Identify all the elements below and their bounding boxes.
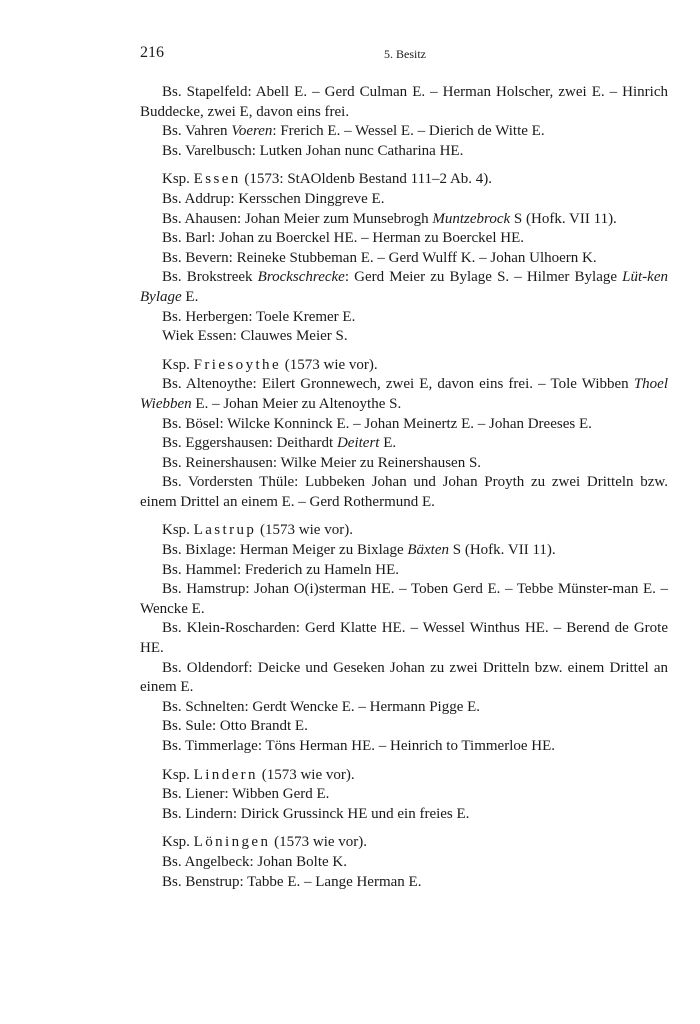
entry-paragraph [140, 619, 668, 658]
entry-paragraph [140, 805, 668, 825]
text-run: Ksp. [162, 356, 194, 373]
text-run: E. – Johan Meier zu Altenoythe S. [191, 395, 402, 412]
entry-paragraph [140, 327, 668, 347]
text-run: Ksp. [162, 834, 194, 851]
text-run: Bs. Benstrup: Tabbe E. – Lange Herman E. [162, 873, 422, 890]
parish-heading [140, 766, 668, 786]
entry-paragraph [140, 83, 668, 122]
entry-paragraph [140, 415, 668, 435]
text-run: E. [379, 435, 397, 452]
italic-variant-name: Thoel Wiebben [140, 376, 668, 412]
text-run: Bs. Bösel: Wilcke Konninck E. – Johan Meinertz E. – Johan Dreeses E. [162, 415, 592, 432]
entry-paragraph [140, 122, 668, 142]
entry-paragraph [140, 454, 668, 474]
running-title: 5. Besitz [384, 47, 426, 61]
text-run: Bs. Hammel: Frederich zu Hameln HE. [162, 561, 400, 578]
entry-paragraph [140, 434, 668, 454]
text-run: Ksp. [162, 171, 194, 188]
text-run: Bs. Vordersten Thüle: Lubbeken Johan und Johan Proyth zu zwei Dritteln bzw. einem Drittel an einem E. – Gerd Rothermund E. [140, 474, 668, 510]
entry-paragraph [140, 785, 668, 805]
text-run: Bs. Eggershausen: Deithardt [162, 435, 337, 452]
text-run: Bs. Liener: Wibben Gerd E. [162, 786, 330, 803]
parish-heading [140, 521, 668, 541]
parish-name: Friesoythe [193, 356, 281, 373]
text-run: Bs. Brokstreek [162, 269, 258, 286]
italic-variant-name: Voeren [231, 123, 273, 140]
parish-name: Lindern [193, 766, 258, 783]
text-run: : Gerd Meier zu Bylage S. – Hilmer Bylage [344, 269, 623, 286]
parish-heading [140, 833, 668, 853]
text-run: Ksp. [162, 766, 194, 783]
entry-paragraph [140, 210, 668, 230]
entry-paragraph [140, 249, 668, 269]
text-run: Ksp. [162, 522, 194, 539]
entry-paragraph [140, 142, 668, 162]
entry-paragraph [140, 737, 668, 757]
text-run: (1573 wie vor). [270, 834, 368, 851]
text-run: S (Hofk. VII 11). [449, 542, 556, 559]
italic-variant-name: Lüt-ken Bylage [140, 269, 668, 305]
text-run: Bs. Oldendorf: Deicke und Geseken Johan zu zwei Dritteln bzw. einem Drittel an einem E. [140, 659, 668, 696]
page-number: 216 [140, 44, 164, 61]
text-run: Bs. Sule: Otto Brandt E. [162, 718, 308, 735]
text-run: (1573 wie vor). [281, 356, 378, 373]
text-run: Bs. Klein-Roscharden: Gerd Klatte HE. – Wessel Winthus HE. – Berend de Grote HE. [140, 620, 668, 657]
entry-paragraph [140, 190, 668, 210]
entry-paragraph [140, 659, 668, 698]
text-run: Bs. Bevern: Reineke Stubbeman E. – Gerd Wulff K. – Johan Ulhoern K. [162, 249, 597, 266]
entry-paragraph [140, 229, 668, 249]
entry-paragraph [140, 873, 668, 893]
entry-paragraph [140, 541, 668, 561]
entry-paragraph [140, 561, 668, 581]
text-run: : Frerich E. – Wessel E. – Dierich de Witte E. [272, 123, 545, 140]
parish-name: Lastrup [193, 522, 257, 539]
text-run: Bs. Herbergen: Toele Kremer E. [162, 308, 356, 325]
entry-paragraph [140, 375, 668, 414]
text-run: Bs. Vahren [162, 123, 232, 140]
text-run: Bs. Addrup: Kersschen Dinggreve E. [162, 190, 385, 207]
text-run: Bs. Stapelfeld: Abell E. – Gerd Culman E. – Herman Holscher, zwei E. – Hinrich Buddecke, zwei E, davon eins frei. [140, 84, 668, 120]
text-run: (1573 wie vor). [257, 766, 355, 783]
text-run: (1573: StAOldenb Bestand 111–2 Ab. 4). [240, 171, 493, 188]
entry-paragraph [140, 580, 668, 619]
entry-paragraph [140, 268, 668, 307]
text-run: Wiek Essen: Clauwes Meier S. [162, 328, 348, 345]
text-run: S (Hofk. VII 11). [510, 210, 617, 227]
italic-variant-name: Deitert [336, 435, 380, 452]
parish-heading [140, 356, 668, 376]
text-run: Bs. Lindern: Dirick Grussinck HE und ein freies E. [162, 805, 470, 822]
text-run: Bs. Varelbusch: Lutken Johan nunc Catharina HE. [162, 142, 464, 159]
text-run: Bs. Timmerlage: Töns Herman HE. – Heinrich to Timmerloe HE. [162, 738, 556, 754]
text-run: Bs. Ahausen: Johan Meier zum Munsebrogh [162, 210, 433, 227]
parish-heading [140, 170, 668, 190]
parish-name: Essen [193, 171, 241, 188]
italic-variant-name: Bäxten [407, 542, 450, 559]
text-run: Bs. Reinershausen: Wilke Meier zu Reinershausen S. [162, 454, 482, 471]
entry-paragraph [140, 698, 668, 718]
text-run: Bs. Angelbeck: Johan Bolte K. [162, 853, 347, 870]
entry-paragraph [140, 853, 668, 873]
text-run: Bs. Altenoythe: Eilert Gronnewech, zwei E, davon eins frei. – Tole Wibben [162, 376, 634, 393]
text-run: Bs. Schnelten: Gerdt Wencke E. – Hermann Pigge E. [162, 698, 481, 715]
parish-name: Löningen [193, 834, 271, 851]
text-run: Bs. Bixlage: Herman Meiger zu Bixlage [162, 542, 408, 559]
entry-paragraph [140, 308, 668, 328]
text-run: Bs. Barl: Johan zu Boerckel HE. – Herman zu Boerckel HE. [162, 230, 524, 247]
text-run: E. [181, 288, 199, 305]
entry-paragraph [140, 717, 668, 737]
italic-variant-name: Brockschrecke [257, 269, 345, 286]
body-text [140, 83, 668, 892]
text-run: Bs. Hamstrup: Johan O(i)sterman HE. – Toben Gerd E. – Tebbe Münster-man E. – Wencke E. [140, 581, 668, 617]
italic-variant-name: Muntzebrock [432, 210, 511, 227]
entry-paragraph [140, 473, 668, 512]
running-head [140, 44, 670, 68]
text-run: (1573 wie vor). [256, 522, 353, 539]
